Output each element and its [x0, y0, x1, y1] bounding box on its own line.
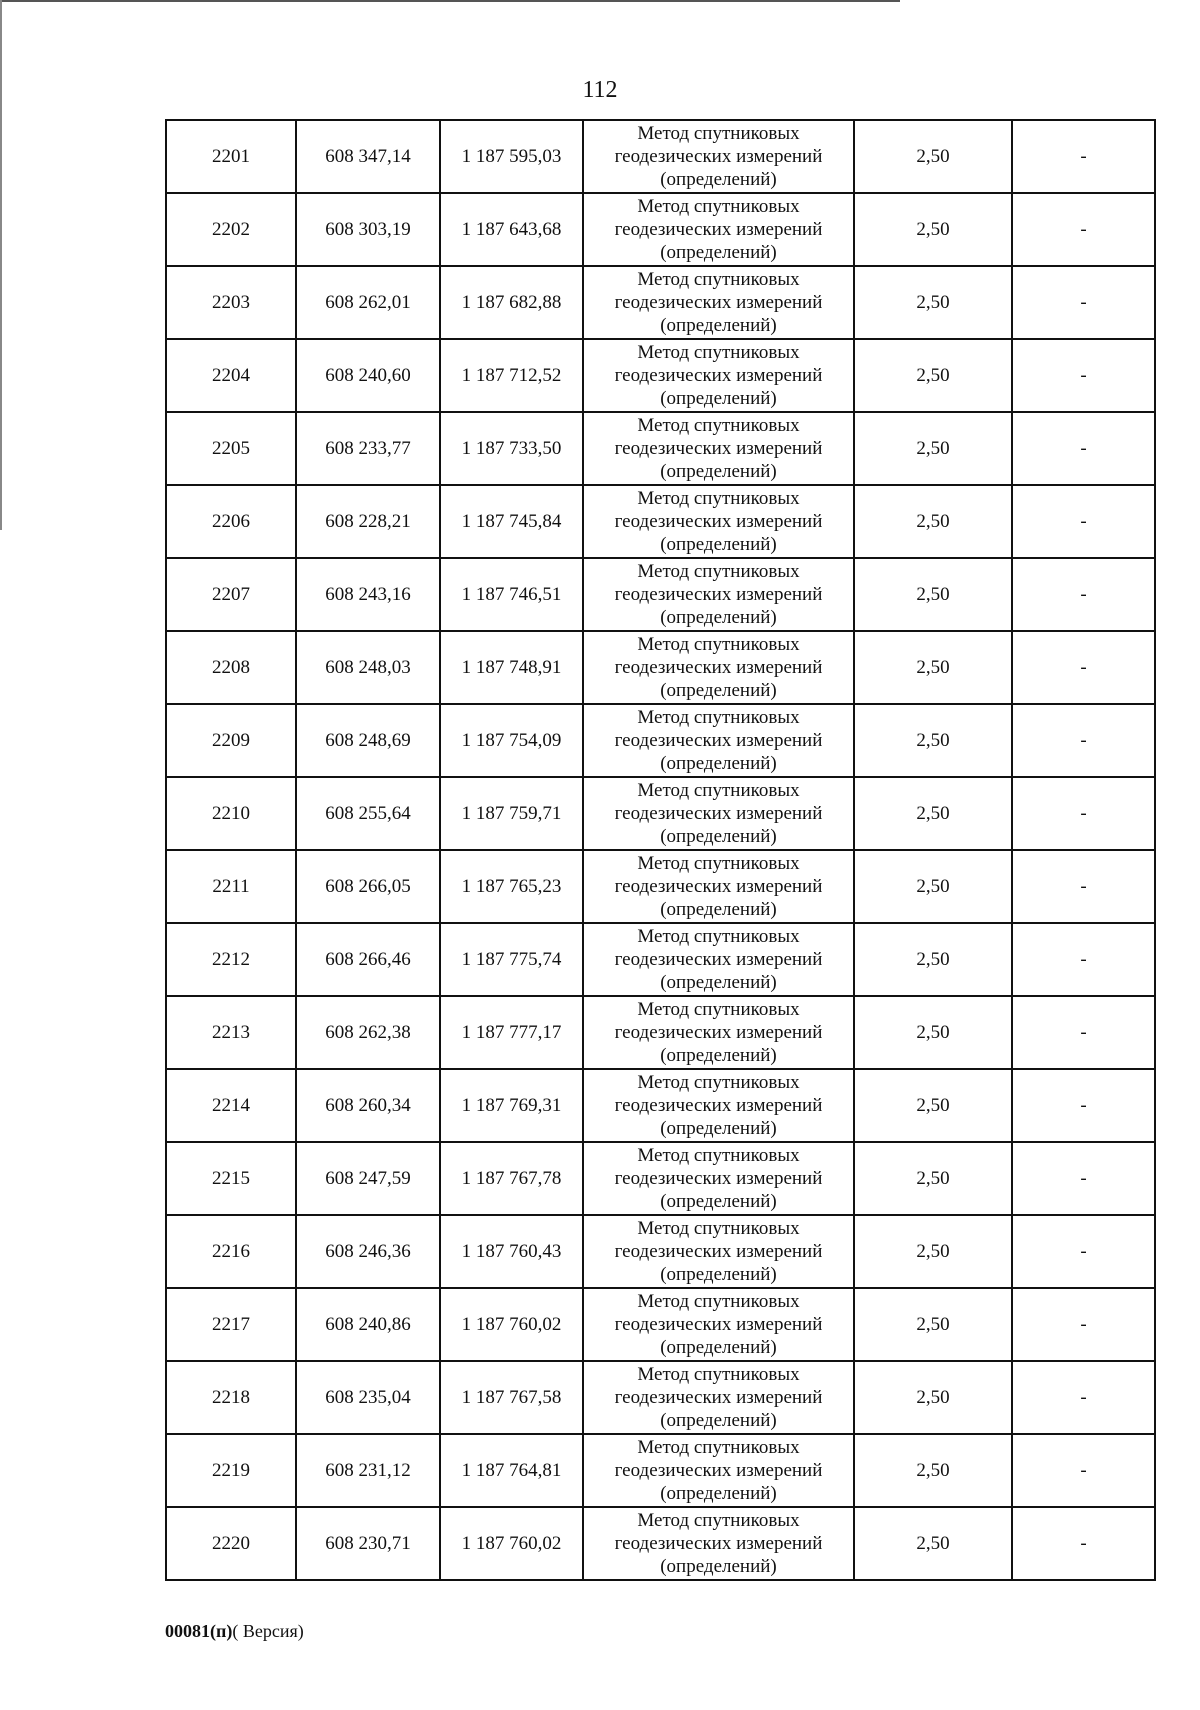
- method-cell: [583, 1288, 854, 1361]
- x-coordinate-cell: 608 246,36: [296, 1215, 440, 1288]
- x-coordinate-cell: 608 255,64: [296, 777, 440, 850]
- note-cell: -: [1012, 558, 1155, 631]
- accuracy-cell: 2,50: [854, 1361, 1012, 1434]
- accuracy-cell: 2,50: [854, 266, 1012, 339]
- x-coordinate-cell: 608 262,01: [296, 266, 440, 339]
- method-cell: [583, 704, 854, 777]
- method-line: геодезических измерений: [614, 657, 823, 678]
- point-number-cell: 2201: [166, 120, 296, 193]
- method-line: (определений): [660, 1483, 777, 1504]
- method-cell: [583, 1069, 854, 1142]
- document-footer: [165, 1620, 304, 1642]
- table-row: [166, 923, 1155, 996]
- note-cell: -: [1012, 266, 1155, 339]
- table-row: [166, 1507, 1155, 1580]
- method-line: Метод спутниковых: [637, 342, 800, 363]
- note-cell: -: [1012, 193, 1155, 266]
- method-line: геодезических измерений: [614, 1533, 823, 1554]
- point-number-cell: 2215: [166, 1142, 296, 1215]
- x-coordinate-cell: 608 240,60: [296, 339, 440, 412]
- note-cell: -: [1012, 412, 1155, 485]
- point-number-cell: 2217: [166, 1288, 296, 1361]
- note-cell: -: [1012, 996, 1155, 1069]
- accuracy-cell: 2,50: [854, 704, 1012, 777]
- x-coordinate-cell: 608 303,19: [296, 193, 440, 266]
- method-line: (определений): [660, 1191, 777, 1212]
- note-cell: -: [1012, 777, 1155, 850]
- note-cell: -: [1012, 1361, 1155, 1434]
- table-row: [166, 266, 1155, 339]
- method-line: (определений): [660, 680, 777, 701]
- y-coordinate-cell: 1 187 767,78: [440, 1142, 583, 1215]
- method-line: (определений): [660, 1556, 777, 1577]
- table-row: [166, 704, 1155, 777]
- table-row: [166, 631, 1155, 704]
- method-line: геодезических измерений: [614, 876, 823, 897]
- accuracy-cell: 2,50: [854, 558, 1012, 631]
- accuracy-cell: 2,50: [854, 1142, 1012, 1215]
- method-line: Метод спутниковых: [637, 780, 800, 801]
- accuracy-cell: 2,50: [854, 1215, 1012, 1288]
- point-number-cell: 2202: [166, 193, 296, 266]
- accuracy-cell: 2,50: [854, 339, 1012, 412]
- method-line: геодезических измерений: [614, 365, 823, 386]
- x-coordinate-cell: 608 266,05: [296, 850, 440, 923]
- method-line: (определений): [660, 534, 777, 555]
- method-line: геодезических измерений: [614, 1314, 823, 1335]
- method-line: (определений): [660, 1264, 777, 1285]
- note-cell: -: [1012, 1288, 1155, 1361]
- method-line: Метод спутниковых: [637, 707, 800, 728]
- method-line: Метод спутниковых: [637, 1291, 800, 1312]
- x-coordinate-cell: 608 248,69: [296, 704, 440, 777]
- method-cell: [583, 923, 854, 996]
- table-row: [166, 193, 1155, 266]
- point-number-cell: 2204: [166, 339, 296, 412]
- method-cell: [583, 558, 854, 631]
- point-number-cell: 2219: [166, 1434, 296, 1507]
- y-coordinate-cell: 1 187 777,17: [440, 996, 583, 1069]
- method-line: (определений): [660, 242, 777, 263]
- accuracy-cell: 2,50: [854, 1069, 1012, 1142]
- note-cell: -: [1012, 485, 1155, 558]
- table-row: [166, 412, 1155, 485]
- method-cell: [583, 1361, 854, 1434]
- method-line: Метод спутниковых: [637, 1072, 800, 1093]
- accuracy-cell: 2,50: [854, 1434, 1012, 1507]
- coordinates-table-body: [166, 120, 1155, 1580]
- table-row: [166, 1361, 1155, 1434]
- table-row: [166, 558, 1155, 631]
- coordinates-table: [165, 119, 1156, 1581]
- table-row: [166, 777, 1155, 850]
- y-coordinate-cell: 1 187 759,71: [440, 777, 583, 850]
- method-line: (определений): [660, 388, 777, 409]
- method-line: (определений): [660, 899, 777, 920]
- table-row: [166, 120, 1155, 193]
- x-coordinate-cell: 608 260,34: [296, 1069, 440, 1142]
- point-number-cell: 2213: [166, 996, 296, 1069]
- accuracy-cell: 2,50: [854, 1507, 1012, 1580]
- point-number-cell: 2209: [166, 704, 296, 777]
- scan-top-edge: [0, 0, 900, 2]
- y-coordinate-cell: 1 187 760,02: [440, 1507, 583, 1580]
- y-coordinate-cell: 1 187 765,23: [440, 850, 583, 923]
- method-line: Метод спутниковых: [637, 415, 800, 436]
- point-number-cell: 2211: [166, 850, 296, 923]
- method-line: Метод спутниковых: [637, 999, 800, 1020]
- point-number-cell: 2212: [166, 923, 296, 996]
- x-coordinate-cell: 608 266,46: [296, 923, 440, 996]
- note-cell: -: [1012, 1215, 1155, 1288]
- method-line: геодезических измерений: [614, 584, 823, 605]
- accuracy-cell: 2,50: [854, 193, 1012, 266]
- method-cell: [583, 1142, 854, 1215]
- method-line: (определений): [660, 753, 777, 774]
- method-line: геодезических измерений: [614, 292, 823, 313]
- x-coordinate-cell: 608 240,86: [296, 1288, 440, 1361]
- method-line: Метод спутниковых: [637, 1145, 800, 1166]
- method-line: Метод спутниковых: [637, 853, 800, 874]
- method-line: Метод спутниковых: [637, 269, 800, 290]
- method-line: геодезических измерений: [614, 1095, 823, 1116]
- x-coordinate-cell: 608 262,38: [296, 996, 440, 1069]
- method-line: (определений): [660, 315, 777, 336]
- point-number-cell: 2206: [166, 485, 296, 558]
- method-line: (определений): [660, 1118, 777, 1139]
- table-row: [166, 339, 1155, 412]
- note-cell: -: [1012, 1507, 1155, 1580]
- x-coordinate-cell: 608 247,59: [296, 1142, 440, 1215]
- method-line: геодезических измерений: [614, 146, 823, 167]
- method-line: геодезических измерений: [614, 1460, 823, 1481]
- accuracy-cell: 2,50: [854, 631, 1012, 704]
- method-line: (определений): [660, 1410, 777, 1431]
- method-cell: [583, 777, 854, 850]
- point-number-cell: 2207: [166, 558, 296, 631]
- point-number-cell: 2218: [166, 1361, 296, 1434]
- method-line: (определений): [660, 1337, 777, 1358]
- method-line: геодезических измерений: [614, 949, 823, 970]
- note-cell: -: [1012, 1434, 1155, 1507]
- method-line: геодезических измерений: [614, 1168, 823, 1189]
- x-coordinate-cell: 608 230,71: [296, 1507, 440, 1580]
- table-row: [166, 1069, 1155, 1142]
- version-label: ( Версия): [232, 1621, 304, 1641]
- y-coordinate-cell: 1 187 748,91: [440, 631, 583, 704]
- x-coordinate-cell: 608 231,12: [296, 1434, 440, 1507]
- y-coordinate-cell: 1 187 754,09: [440, 704, 583, 777]
- method-cell: [583, 485, 854, 558]
- y-coordinate-cell: 1 187 760,02: [440, 1288, 583, 1361]
- x-coordinate-cell: 608 228,21: [296, 485, 440, 558]
- y-coordinate-cell: 1 187 643,68: [440, 193, 583, 266]
- method-line: Метод спутниковых: [637, 634, 800, 655]
- x-coordinate-cell: 608 235,04: [296, 1361, 440, 1434]
- method-line: геодезических измерений: [614, 438, 823, 459]
- y-coordinate-cell: 1 187 745,84: [440, 485, 583, 558]
- point-number-cell: 2220: [166, 1507, 296, 1580]
- method-cell: [583, 1434, 854, 1507]
- x-coordinate-cell: 608 233,77: [296, 412, 440, 485]
- method-line: (определений): [660, 461, 777, 482]
- y-coordinate-cell: 1 187 682,88: [440, 266, 583, 339]
- method-line: Метод спутниковых: [637, 123, 800, 144]
- table-row: [166, 1288, 1155, 1361]
- accuracy-cell: 2,50: [854, 485, 1012, 558]
- y-coordinate-cell: 1 187 769,31: [440, 1069, 583, 1142]
- method-cell: [583, 1215, 854, 1288]
- accuracy-cell: 2,50: [854, 996, 1012, 1069]
- method-line: геодезических измерений: [614, 803, 823, 824]
- accuracy-cell: 2,50: [854, 923, 1012, 996]
- y-coordinate-cell: 1 187 760,43: [440, 1215, 583, 1288]
- method-cell: [583, 850, 854, 923]
- note-cell: -: [1012, 339, 1155, 412]
- method-line: геодезических измерений: [614, 1241, 823, 1262]
- method-cell: [583, 120, 854, 193]
- accuracy-cell: 2,50: [854, 777, 1012, 850]
- method-line: (определений): [660, 607, 777, 628]
- y-coordinate-cell: 1 187 595,03: [440, 120, 583, 193]
- page-number: 112: [582, 77, 618, 103]
- y-coordinate-cell: 1 187 767,58: [440, 1361, 583, 1434]
- table-row: [166, 996, 1155, 1069]
- point-number-cell: 2203: [166, 266, 296, 339]
- accuracy-cell: 2,50: [854, 850, 1012, 923]
- point-number-cell: 2205: [166, 412, 296, 485]
- method-line: Метод спутниковых: [637, 1364, 800, 1385]
- table-row: [166, 1142, 1155, 1215]
- table-row: [166, 850, 1155, 923]
- note-cell: -: [1012, 120, 1155, 193]
- method-cell: [583, 266, 854, 339]
- method-line: (определений): [660, 1045, 777, 1066]
- accuracy-cell: 2,50: [854, 412, 1012, 485]
- method-line: Метод спутниковых: [637, 1218, 800, 1239]
- method-line: геодезических измерений: [614, 1387, 823, 1408]
- point-number-cell: 2208: [166, 631, 296, 704]
- method-cell: [583, 1507, 854, 1580]
- table-row: [166, 485, 1155, 558]
- note-cell: -: [1012, 1142, 1155, 1215]
- note-cell: -: [1012, 631, 1155, 704]
- table-row: [166, 1434, 1155, 1507]
- point-number-cell: 2210: [166, 777, 296, 850]
- method-line: геодезических измерений: [614, 730, 823, 751]
- method-line: Метод спутниковых: [637, 1510, 800, 1531]
- y-coordinate-cell: 1 187 746,51: [440, 558, 583, 631]
- method-cell: [583, 631, 854, 704]
- method-line: геодезических измерений: [614, 1022, 823, 1043]
- method-line: (определений): [660, 972, 777, 993]
- method-line: Метод спутниковых: [637, 196, 800, 217]
- method-line: Метод спутниковых: [637, 488, 800, 509]
- method-line: Метод спутниковых: [637, 926, 800, 947]
- note-cell: -: [1012, 1069, 1155, 1142]
- x-coordinate-cell: 608 248,03: [296, 631, 440, 704]
- note-cell: -: [1012, 704, 1155, 777]
- method-line: геодезических измерений: [614, 511, 823, 532]
- method-line: (определений): [660, 169, 777, 190]
- y-coordinate-cell: 1 187 712,52: [440, 339, 583, 412]
- accuracy-cell: 2,50: [854, 120, 1012, 193]
- method-line: геодезических измерений: [614, 219, 823, 240]
- method-line: Метод спутниковых: [637, 561, 800, 582]
- form-code: 00081(п): [165, 1621, 233, 1641]
- note-cell: -: [1012, 923, 1155, 996]
- x-coordinate-cell: 608 243,16: [296, 558, 440, 631]
- accuracy-cell: 2,50: [854, 1288, 1012, 1361]
- table-row: [166, 1215, 1155, 1288]
- method-cell: [583, 339, 854, 412]
- method-cell: [583, 412, 854, 485]
- method-cell: [583, 996, 854, 1069]
- method-line: (определений): [660, 826, 777, 847]
- method-line: Метод спутниковых: [637, 1437, 800, 1458]
- y-coordinate-cell: 1 187 775,74: [440, 923, 583, 996]
- y-coordinate-cell: 1 187 764,81: [440, 1434, 583, 1507]
- point-number-cell: 2214: [166, 1069, 296, 1142]
- x-coordinate-cell: 608 347,14: [296, 120, 440, 193]
- note-cell: -: [1012, 850, 1155, 923]
- y-coordinate-cell: 1 187 733,50: [440, 412, 583, 485]
- method-cell: [583, 193, 854, 266]
- point-number-cell: 2216: [166, 1215, 296, 1288]
